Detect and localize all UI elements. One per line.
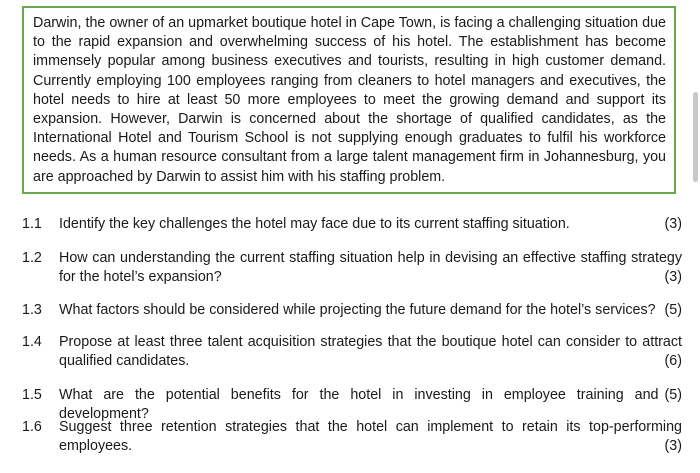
case-study-text: Darwin, the owner of an upmarket boutique hotel in Cape Town, is facing a challenging situation due to the rapid expansion and overwhelming success of his hotel. The establishment has become immensely popular among business executives and tourists, resulting in high customer demand. Currently employing 100 employees ranging from cleaners to hotel managers and executives, the hotel needs to hire at least 50 more employees to meet the growing demand and support its expansion. However, Darwin is concerned about the shortage of qualified candidates, as the International Hotel and Tourism School is not supplying enough graduates to fulfil his workforce needs. As a human resource consultant from a large talent management firm in Johannesburg, you are approached by Darwin to assist him with his staffing problem. [33, 15, 666, 185]
question-text: Identify the key challenges the hotel may face due to its current staffing situation. [59, 216, 570, 232]
question-marks: (3) [664, 438, 682, 454]
question-marks: (3) [664, 216, 682, 232]
question-number: 1.4 [22, 334, 42, 350]
question-number: 1.5 [22, 387, 42, 403]
question-1-6 [22, 418, 682, 456]
question-text: How can understanding the current staffing situation help in devising an effective staffing strategy for the hotel’s expansion? [59, 250, 682, 285]
question-marks: (6) [664, 353, 682, 369]
question-number: 1.3 [22, 302, 42, 318]
question-text: What are the potential benefits for the hotel in investing in employee training and development? [59, 387, 659, 422]
question-number: 1.6 [22, 419, 42, 435]
question-number: 1.1 [22, 216, 42, 232]
question-marks: (5) [664, 387, 682, 403]
case-study-box [22, 6, 676, 194]
question-text: Propose at least three talent acquisition strategies that the boutique hotel can consider to attract qualified candidates. [59, 334, 682, 369]
question-number: 1.2 [22, 250, 42, 266]
question-text: Suggest three retention strategies that the hotel can implement to retain its top-performing employees. [59, 419, 682, 454]
scrollbar-thumb[interactable] [693, 92, 698, 182]
question-marks: (3) [664, 269, 682, 285]
question-1-4 [22, 333, 682, 371]
question-marks: (5) [664, 302, 682, 318]
question-1-3 [22, 301, 682, 320]
question-1-2 [22, 249, 682, 287]
question-1-1 [22, 215, 682, 234]
question-text: What factors should be considered while projecting the future demand for the hotel’s services? [59, 302, 656, 318]
